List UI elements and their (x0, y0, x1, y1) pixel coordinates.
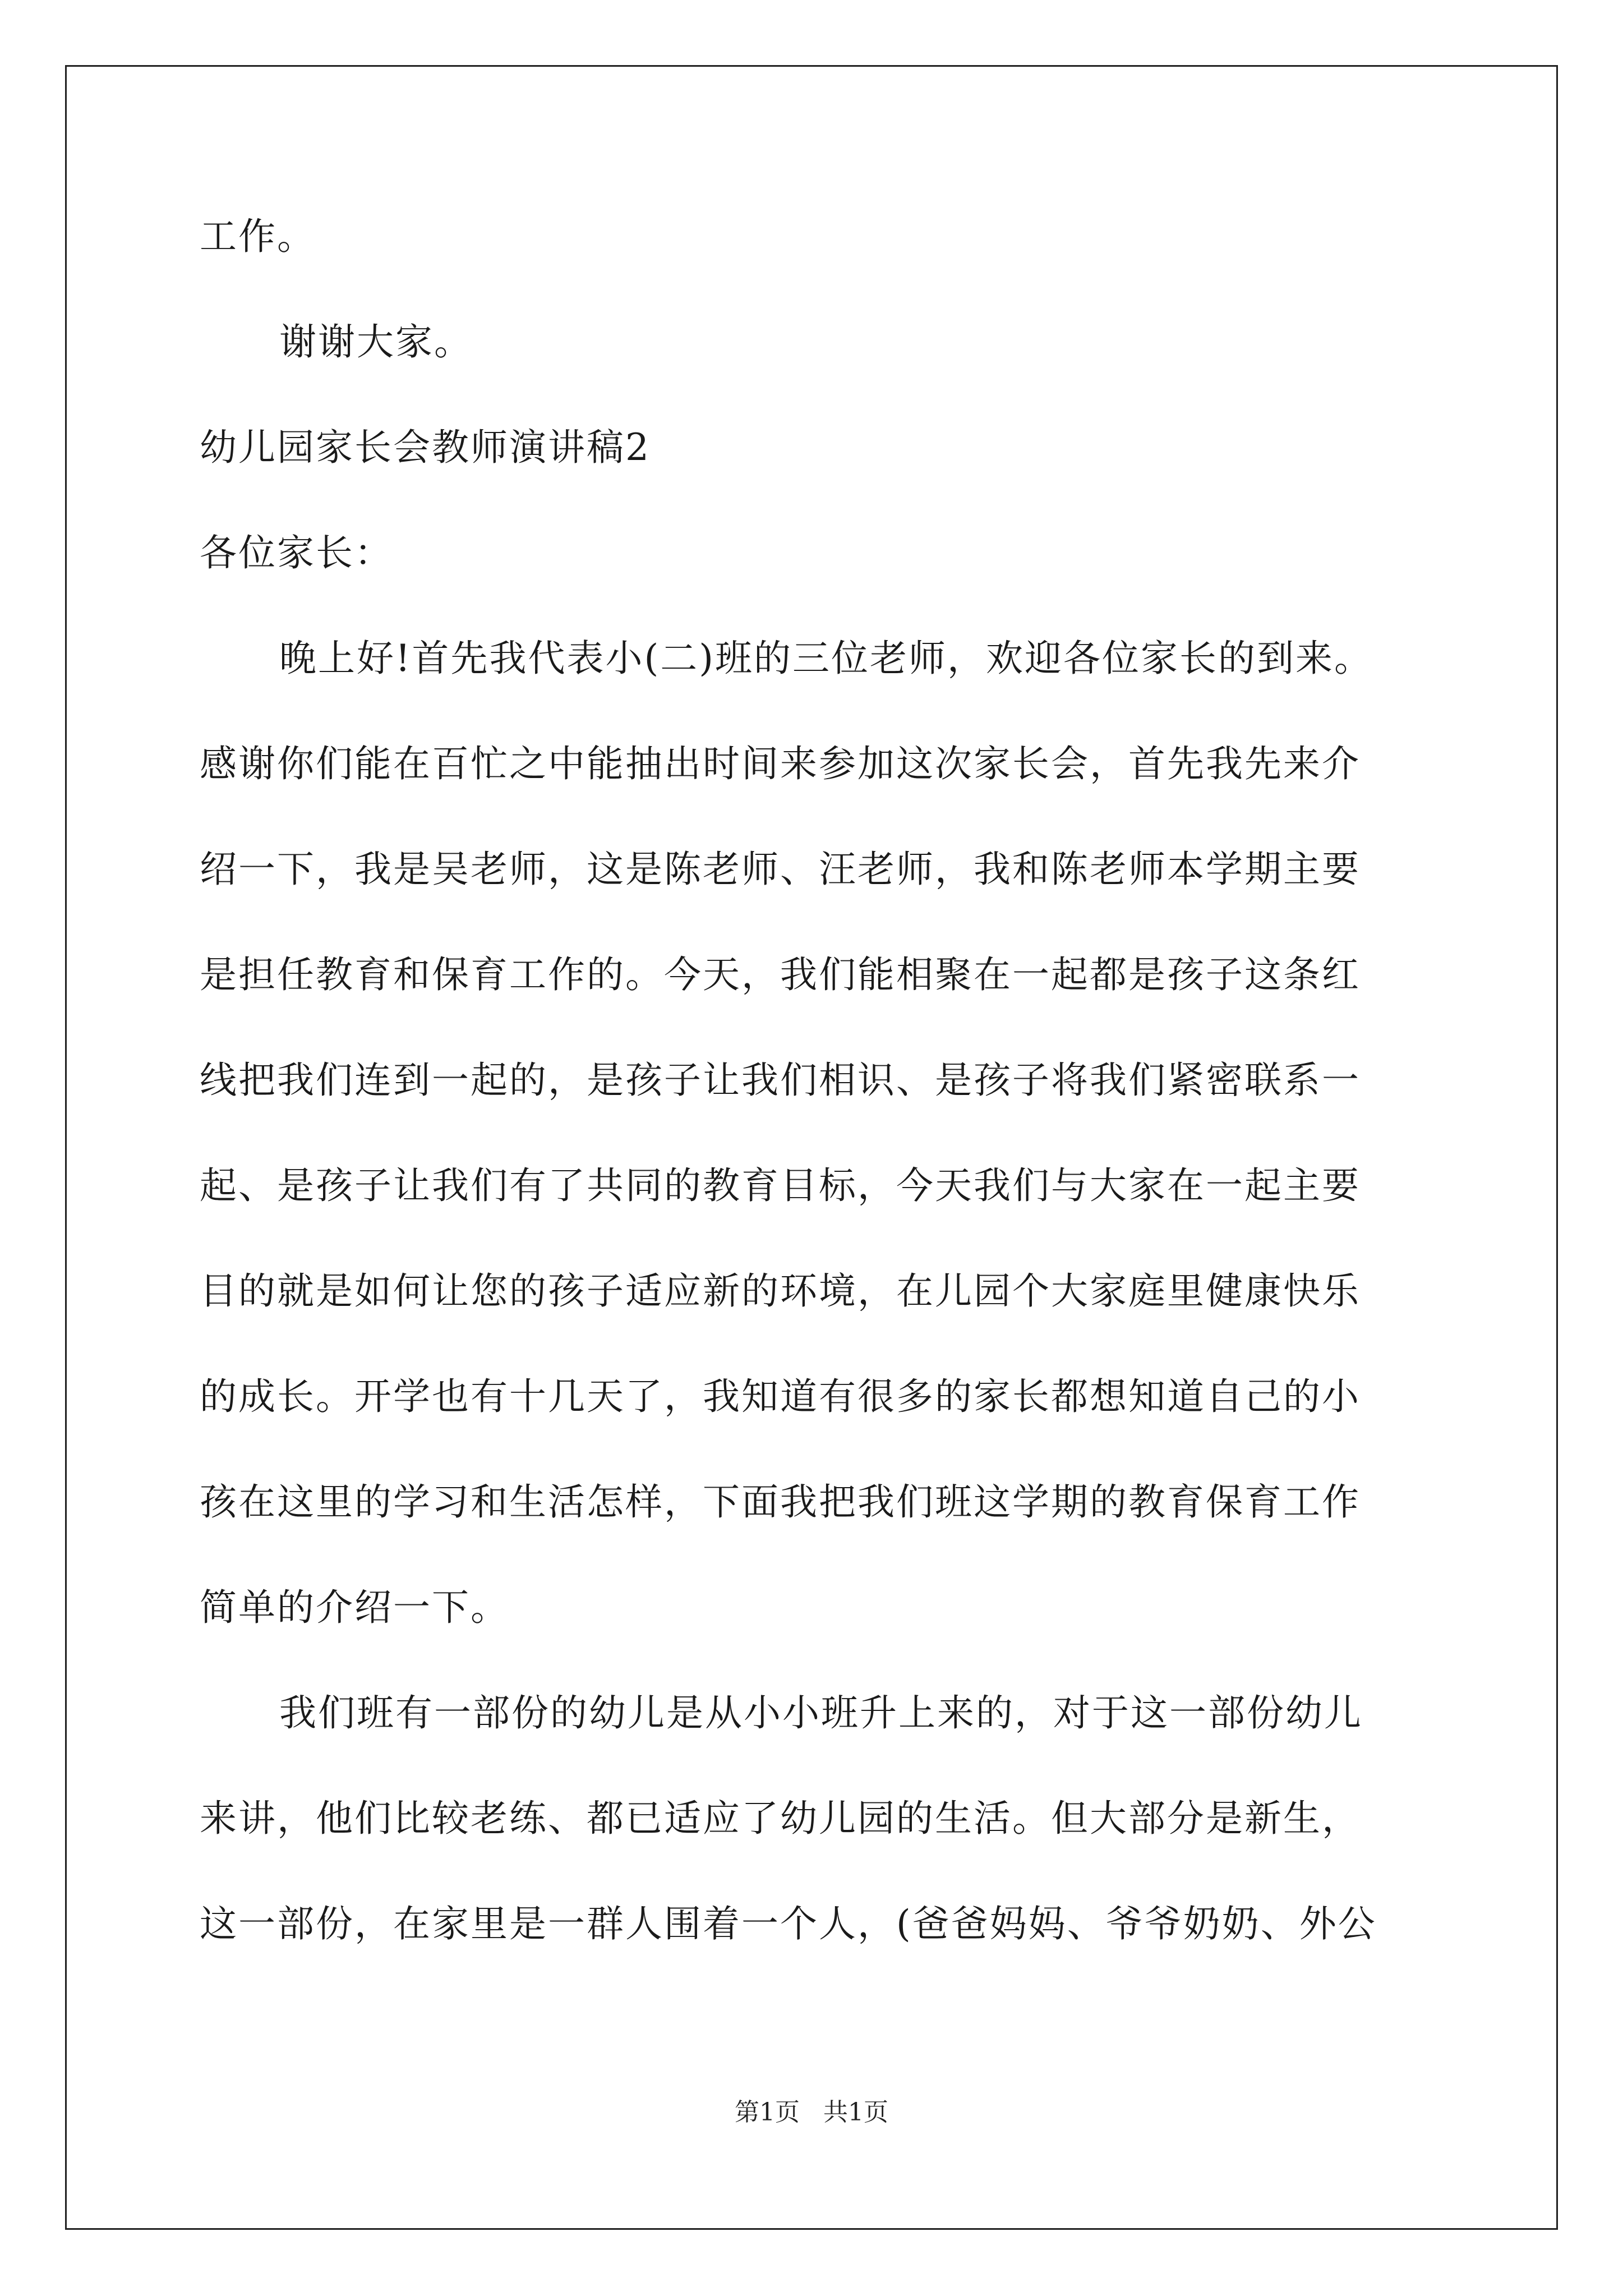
paragraph-line: 绍一下，我是吴老师，这是陈老师、汪老师，我和陈老师本学期主要 (200, 848, 1361, 891)
salutation: 各位家长： (200, 531, 393, 574)
paragraph-line: 简单的介绍一下。 (200, 1586, 509, 1629)
page-total: 共1页 (823, 2098, 888, 2127)
paragraph-line: 谢谢大家。 (279, 320, 473, 364)
footer-gap (800, 2098, 823, 2127)
paragraph-line: 感谢你们能在百忙之中能抽出时间来参加这次家长会，首先我先来介 (200, 742, 1361, 785)
page-number: 第1页 (735, 2098, 800, 2127)
section-title: 幼儿园家长会教师演讲稿2 (200, 426, 651, 469)
paragraph-line: 孩在这里的学习和生活怎样，下面我把我们班这学期的教育保育工作 (200, 1480, 1361, 1524)
paragraph-line: 起、是孩子让我们有了共同的教育目标，今天我们与大家在一起主要 (200, 1164, 1361, 1207)
paragraph-line: 晚上好!首先我代表小(二)班的三位老师，欢迎各位家长的到来。 (279, 637, 1373, 680)
paragraph-line: 来讲，他们比较老练、都已适应了幼儿园的生活。但大部分是新生， (200, 1797, 1361, 1840)
paragraph-line: 的成长。开学也有十几天了，我知道有很多的家长都想知道自己的小 (200, 1375, 1361, 1418)
paragraph-line: 线把我们连到一起的，是孩子让我们相识、是孩子将我们紧密联系一 (200, 1059, 1361, 1102)
paragraph-line: 目的就是如何让您的孩子适应新的环境，在儿园个大家庭里健康快乐 (200, 1269, 1361, 1313)
paragraph-line: 我们班有一部份的幼儿是从小小班升上来的，对于这一部份幼儿 (279, 1691, 1363, 1734)
paragraph-line: 这一部份，在家里是一群人围着一个人，(爸爸妈妈、爷爷奶奶、外公 (200, 1902, 1377, 1945)
page-footer (0, 2096, 1623, 2129)
paragraph-line: 是担任教育和保育工作的。今天，我们能相聚在一起都是孩子这条红 (200, 953, 1361, 996)
paragraph-line: 工作。 (200, 215, 316, 258)
